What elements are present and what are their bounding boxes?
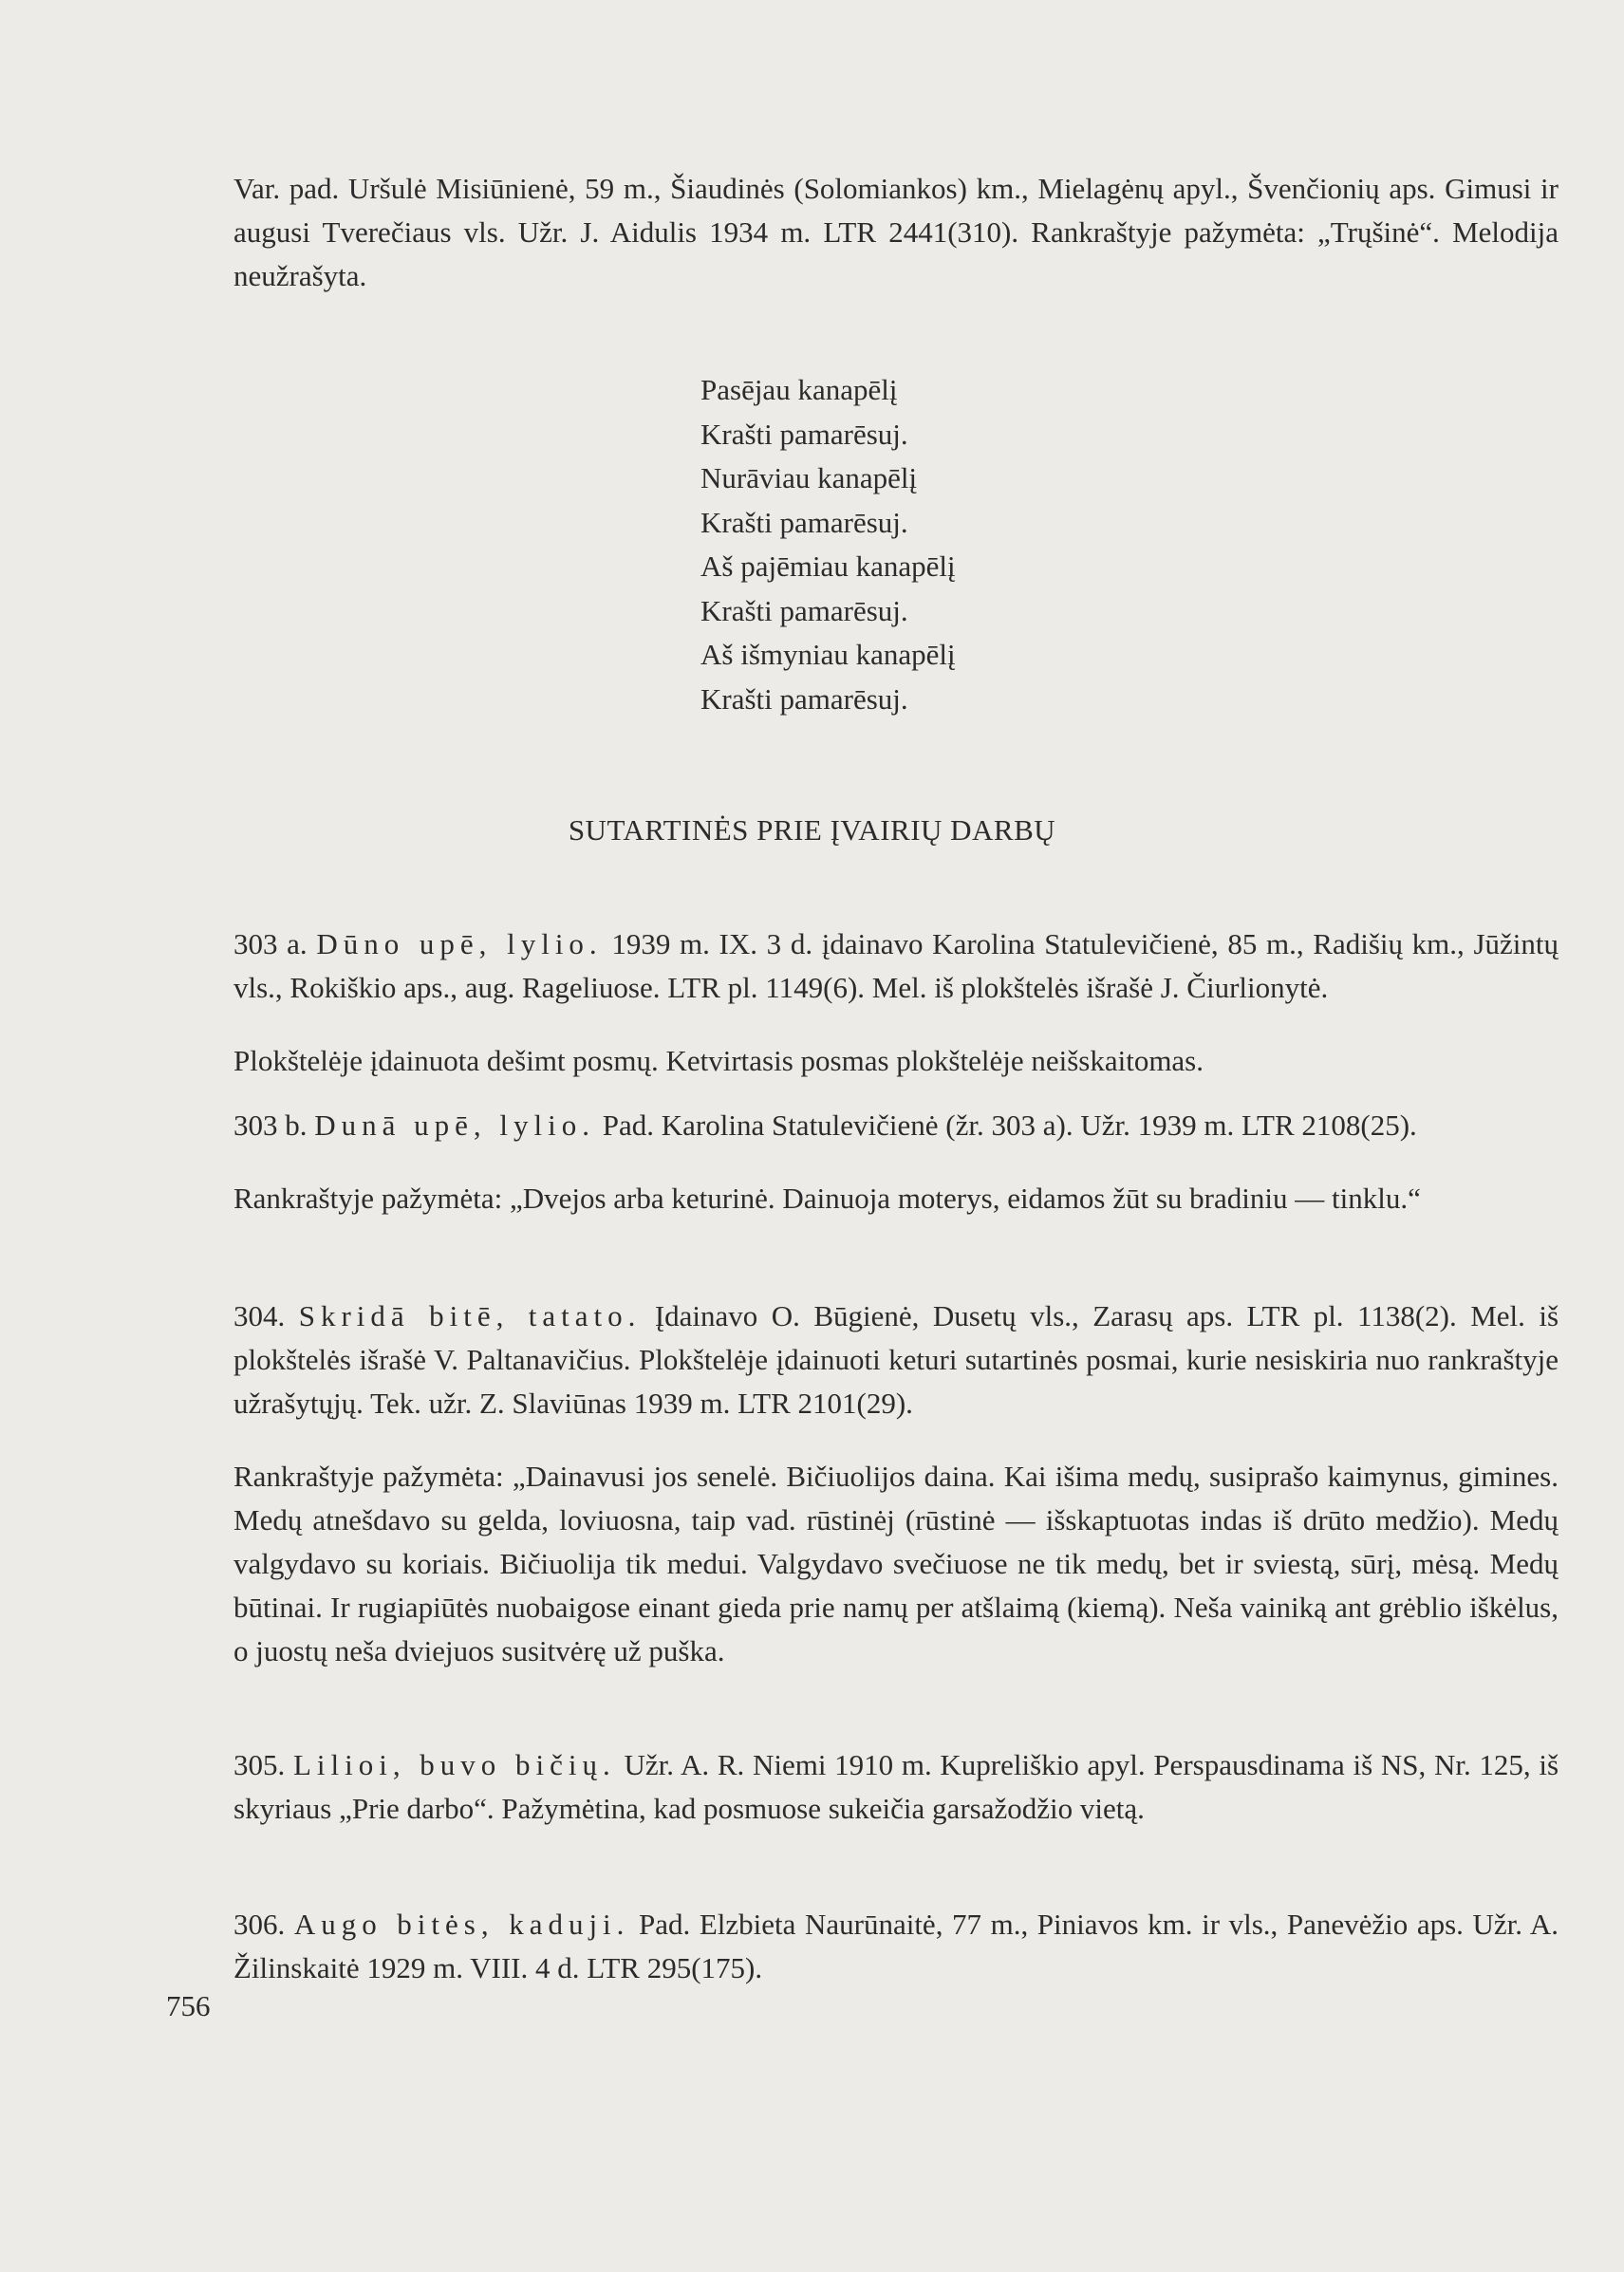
entry-body [233, 1903, 1559, 1990]
entry-text: Įdainavo O. Būgienė, Dusetų vls., Zarasų aps. LTR pl. 1138(2). Mel. iš plokštelės išrašė V. Paltanavičius. Plokštelėje įdainuoti keturi sutartinės posmai, kurie nesiskiria nuo rankraštyje užrašytųjų. Tek. užr. Z. Slaviūnas 1939 m. LTR 2101(29). [233, 1299, 1559, 1420]
entry-number: 303 a. [233, 927, 308, 960]
entry-text: 1939 m. IX. 3 d. įdainavo Karolina Statulevičienė, 85 m., Radišių km., Jūžintų vls., Rokiškio aps., aug. Rageliuose. LTR pl. 1149(6). Mel. iš plokštelės išrašė J. Čiurlionytė. [233, 927, 1559, 1004]
poem-line: Aš išmyniau kanapēlį [700, 638, 956, 671]
entry-title: Skridā bitē, tatato. [298, 1299, 642, 1332]
entry-text: Pad. Elzbieta Naurūnaitė, 77 m., Piniavos km. ir vls., Panevėžio aps. Užr. A. Žilinskaitė 1929 m. VIII. 4 d. LTR 295(175). [233, 1908, 1559, 1984]
entry-305 [233, 1714, 1559, 1860]
entry-title: Lilioi, buvo bičių. [292, 1748, 616, 1781]
entry-body [233, 1743, 1559, 1831]
entry-306 [233, 1873, 1559, 2020]
poem-line: Nurāviau kanapēlį [700, 461, 918, 494]
entry-number: 305. [233, 1748, 286, 1781]
entry-number: 303 b. [233, 1108, 308, 1142]
poem-line: Krašti pamarēsuj. [700, 417, 908, 451]
entry-title: Dunā upē, lylio. [314, 1108, 595, 1142]
poem-line: Krašti pamarēsuj. [700, 593, 908, 627]
poem-line: Pasējau kanapēlį [700, 373, 898, 406]
poem-line: Krašti pamarēsuj. [700, 505, 908, 539]
entry-303b [233, 1074, 1559, 1250]
entry-title: Augo bitės, kaduji. [293, 1908, 630, 1941]
intro-text: Var. pad. Uršulė Misiūnienė, 59 m., Šiaudinės (Solomiankos) km., Mielagėnų apyl., Švenčionių aps. Gimusi ir augusi Tverečiaus vls. Užr. J. Aidulis 1934 m. LTR 2441(310). Rankraštyje pažymėta: „Trųšinė“. Melodija neužrašyta. [233, 172, 1559, 292]
entry-note: Plokštelėje įdainuota dešimt posmų. Ketvirtasis posmas plokštelėje neišskaitomas. [233, 1044, 1204, 1077]
poem [700, 368, 956, 721]
entry-number: 306. [233, 1908, 286, 1941]
intro-paragraph [233, 167, 1559, 298]
entry-note: Rankraštyje pažymėta: „Dvejos arba keturinė. Dainuoja moterys, eidamos žūt su bradiniu — tinklu.“ [233, 1182, 1421, 1215]
entry-body [233, 922, 1559, 1010]
entry-text: Pad. Karolina Statulevičienė (žr. 303 a). Užr. 1939 m. LTR 2108(25). [595, 1108, 1417, 1142]
entry-text: Užr. A. R. Niemi 1910 m. Kupreliškio apyl. Perspausdinama iš NS, Nr. 125, iš skyriaus „Prie darbo“. Pažymėtina, kad posmuose sukeičia garsažodžio vietą. [233, 1748, 1559, 1825]
entry-note: Rankraštyje pažymėta: „Dainavusi jos senelė. Bičiuolijos daina. Kai išima medų, susiprašo kaimynus, gimines. Medų atnešdavo su gelda, loviuosna, taip vad. rūstinėj (rūstinė — išskaptuotas indas iš drūto medžio). Medų valgydavo su koriais. Bičiuolija tik medui. Valgydavo svečiuose ne tik medų, bet ir sviestą, sūrį, mėsą. Medų būtinai. Ir rugiapiūtės nuobaigose einant gieda prie namų per atšlaimą (kiemą). Neša vainiką ant grėblio iškėlus, o juostų neša dviejuos susitvėrę už puška. [233, 1460, 1559, 1667]
entry-body [233, 1294, 1559, 1425]
section-heading: SUTARTINĖS PRIE ĮVAIRIŲ DARBŲ [568, 813, 1056, 847]
entry-304 [233, 1265, 1559, 1703]
poem-line: Krašti pamarēsuj. [700, 681, 908, 716]
entry-title: Dūno upē, lylio. [316, 927, 603, 960]
entry-number: 304. [233, 1299, 286, 1332]
entry-body [233, 1104, 1559, 1147]
poem-line: Aš pajēmiau kanapēlį [700, 549, 956, 583]
page-number: 756 [166, 1989, 211, 2022]
